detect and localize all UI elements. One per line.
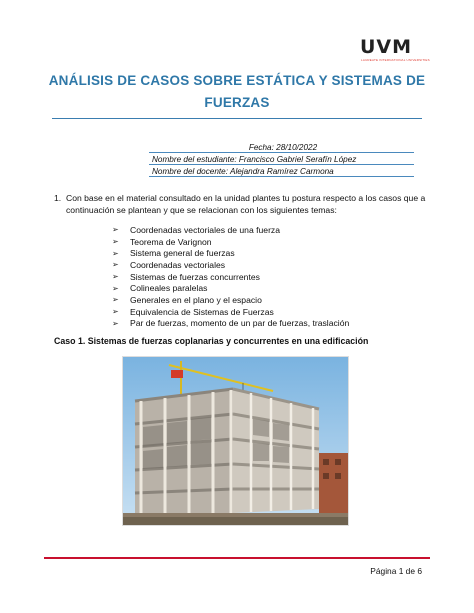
topic-item (112, 271, 349, 283)
date-field: Fecha: 28/10/2022 (149, 142, 414, 153)
topic-label: Coordenadas vectoriales (130, 259, 226, 270)
footer-divider (44, 557, 430, 559)
student-name-field: Nombre del estudiante: Francisco Gabriel Serafín López (149, 154, 414, 165)
topic-item (112, 236, 349, 248)
arrow-bullet-icon: ➢ (112, 260, 119, 270)
topic-item (112, 259, 349, 271)
topic-item (112, 306, 349, 318)
question-text: Con base en el material consultado en la unidad plantes tu postura respecto a los casos que a continuación se plantean y que se relacionan con los siguientes temas: (66, 193, 426, 215)
topic-label: Equivalencia de Sistemas de Fuerzas (130, 306, 274, 317)
topic-label: Generales en el plano y el espacio (130, 294, 262, 305)
arrow-bullet-icon: ➢ (112, 318, 119, 328)
building-construction-photo (122, 356, 349, 526)
topic-label: Sistema general de fuerzas (130, 248, 235, 259)
topic-label: Sistemas de fuerzas concurrentes (130, 271, 260, 282)
arrow-bullet-icon: ➢ (112, 295, 119, 305)
topic-item (112, 318, 349, 330)
topic-label: Coordenadas vectoriales de una fuerza (130, 224, 281, 235)
case-1-heading: Caso 1. Sistemas de fuerzas coplanarias y concurrentes en una edificación (54, 336, 369, 346)
topics-list (112, 224, 349, 329)
arrow-bullet-icon: ➢ (112, 272, 119, 282)
topic-label: Colineales paralelas (130, 283, 208, 294)
topic-item (112, 282, 349, 294)
arrow-bullet-icon: ➢ (112, 225, 119, 235)
uvm-logo (360, 36, 430, 66)
title-line-2: FUERZAS (204, 95, 270, 110)
page-number: Página 1 de 6 (370, 566, 422, 576)
logo-tagline: LAUREATE INTERNATIONAL UNIVERSITIES (361, 58, 430, 62)
arrow-bullet-icon: ➢ (112, 283, 119, 293)
document-title (40, 70, 434, 114)
topic-label: Par de fuerzas, momento de un par de fuerzas, traslación (130, 318, 350, 329)
title-line-1: ANÁLISIS DE CASOS SOBRE ESTÁTICA Y SISTEMAS DE (48, 73, 426, 88)
arrow-bullet-icon: ➢ (112, 248, 119, 258)
topic-label: Teorema de Varignon (130, 236, 212, 247)
arrow-bullet-icon: ➢ (112, 237, 119, 247)
topic-item (112, 247, 349, 259)
logo-text: UVM (360, 36, 413, 58)
title-divider (52, 118, 422, 119)
teacher-name-field: Nombre del docente: Alejandra Ramírez Carmona (149, 166, 414, 177)
arrow-bullet-icon: ➢ (112, 307, 119, 317)
question-number: 1. (54, 193, 62, 203)
topic-item (112, 294, 349, 306)
topic-item (112, 224, 349, 236)
